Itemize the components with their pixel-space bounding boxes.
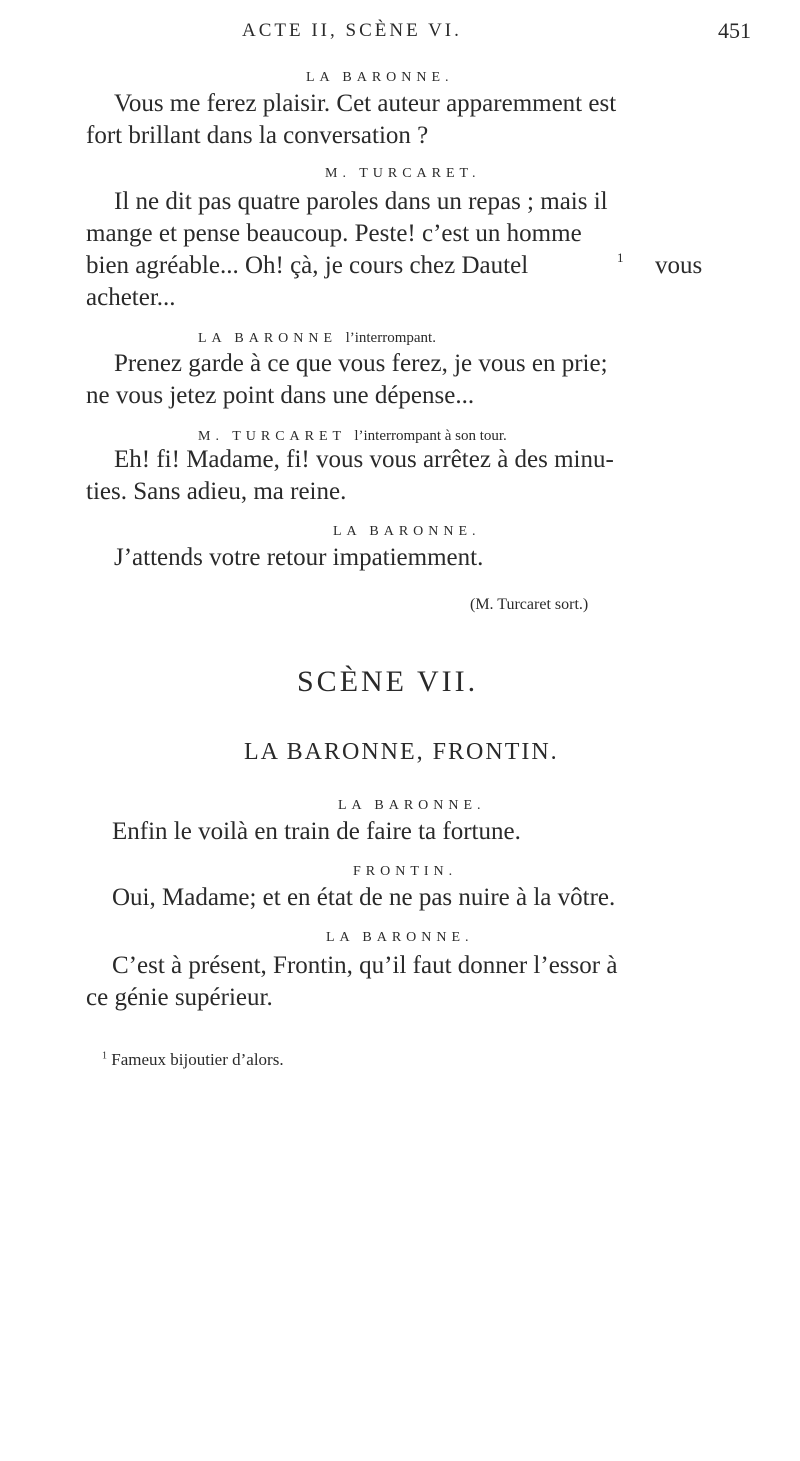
page-number: 451 <box>718 18 751 43</box>
speaker-label: M. TURCARET. <box>325 166 481 181</box>
dialogue-line: Enfin le voilà en train de faire ta fortune. <box>112 818 521 845</box>
speaker-label <box>198 428 507 445</box>
dialogue-line: fort brillant dans la conversation ? <box>86 122 429 149</box>
speaker-label: LA BARONNE. <box>326 930 474 945</box>
footnote-reference: 1 <box>617 250 624 265</box>
scene-characters: LA BARONNE, FRONTIN. <box>244 739 559 765</box>
speaker-name: LA BARONNE <box>198 331 338 346</box>
dialogue-line: ties. Sans adieu, ma reine. <box>86 478 347 505</box>
running-head: ACTE II, SCÈNE VI. <box>242 20 462 41</box>
dialogue-line: Oui, Madame; et en état de ne pas nuire à la vôtre. <box>112 884 616 911</box>
footnote-text: Fameux bijoutier d’alors. <box>111 1050 284 1069</box>
footnote-marker: 1 <box>102 1050 107 1062</box>
dialogue-line: ne vous jetez point dans une dépense... <box>86 382 475 409</box>
footnote <box>102 1050 284 1070</box>
speaker-name: M. TURCARET <box>198 429 346 444</box>
speaker-label: LA BARONNE. <box>338 798 486 813</box>
dialogue-line: Il ne dit pas quatre paroles dans un repas ; mais il <box>114 188 608 215</box>
dialogue-line: bien agréable... Oh! çà, je cours chez Dautel <box>86 252 529 279</box>
dialogue-line: ce génie supérieur. <box>86 984 273 1011</box>
dialogue-line: Vous me ferez plaisir. Cet auteur apparemment est <box>114 90 617 117</box>
dialogue-line: Prenez garde à ce que vous ferez, je vous en prie; <box>114 350 608 377</box>
speaker-label: LA BARONNE. <box>306 70 454 85</box>
dialogue-line: Eh! fi! Madame, fi! vous vous arrêtez à des minu- <box>114 446 614 473</box>
speaker-label <box>198 330 436 347</box>
dialogue-line: acheter... <box>86 284 176 311</box>
stage-direction: l’interrompant. <box>345 330 436 346</box>
dialogue-line: J’attends votre retour impatiemment. <box>114 544 484 571</box>
stage-direction: l’interrompant à son tour. <box>354 428 507 444</box>
stage-direction-exit: (M. Turcaret sort.) <box>470 596 589 613</box>
speaker-label: LA BARONNE. <box>333 524 481 539</box>
speaker-label: FRONTIN. <box>353 864 458 879</box>
dialogue-line: mange et pense beaucoup. Peste! c’est un homme <box>86 220 582 247</box>
scene-title: SCÈNE VII. <box>297 665 479 698</box>
dialogue-line: vous <box>655 252 703 279</box>
dialogue-line: C’est à présent, Frontin, qu’il faut donner l’essor à <box>112 952 618 979</box>
